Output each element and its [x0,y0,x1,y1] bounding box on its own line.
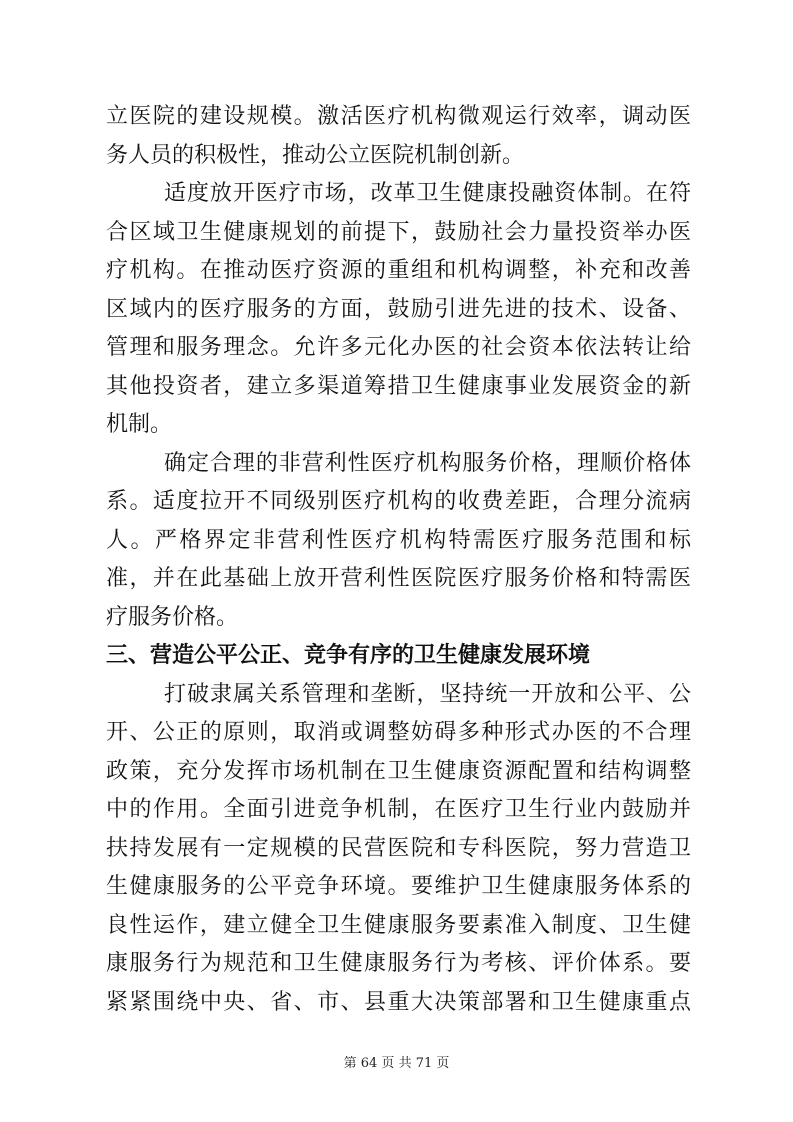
text-line: 康服务行为规范和卫生健康服务行为考核、评价体系。要 [106,951,691,976]
text-line: 良性运作，建立健全卫生健康服务要素准入制度、卫生健 [106,912,691,938]
text-line: 机制。 [106,412,173,437]
page-number-footer: 第 64 页 共 71 页 [343,1056,450,1071]
text-line: 管理和服务理念。允许多元化办医的社会资本依法转让给 [106,335,691,360]
text-line: 人。严格界定非营利性医疗机构特需医疗服务范围和标 [106,527,691,553]
text-line: 系。适度拉开不同级别医疗机构的收费差距，合理分流病 [106,489,691,514]
section-heading: 三、营造公平公正、竞争有序的卫生健康发展环境 [106,643,591,668]
body-text [106,98,691,1022]
text-line: 扶持发展有一定规模的民营医院和专科医院，努力营造卫 [106,835,691,861]
text-line: 其他投资者，建立多渠道筹措卫生健康事业发展资金的新 [106,373,691,399]
text-line: 适度放开医疗市场，改革卫生健康投融资体制。在符 [164,181,691,206]
text-line: 中的作用。全面引进竞争机制，在医疗卫生行业内鼓励并 [106,797,691,822]
text-line: 紧紧围绕中央、省、市、县重大决策部署和卫生健康重点 [106,989,691,1015]
text-line: 确定合理的非营利性医疗机构服务价格，理顺价格体 [164,450,691,476]
text-line: 区域内的医疗服务的方面，鼓励引进先进的技术、设备、 [106,296,691,322]
text-line: 合区域卫生健康规划的前提下，鼓励社会力量投资举办医 [106,219,691,245]
text-line: 打破隶属关系管理和垄断，坚持统一开放和公平、公 [164,681,691,707]
text-line: 准，并在此基础上放开营利性医院医疗服务价格和特需医 [106,566,691,591]
text-line: 立医院的建设规模。激活医疗机构微观运行效率，调动医 [106,104,691,129]
text-line: 政策，充分发挥市场机制在卫生健康资源配置和结构调整 [106,758,691,784]
text-line: 生健康服务的公平竞争环境。要维护卫生健康服务体系的 [106,874,691,899]
text-line: 开、公正的原则，取消或调整妨碍多种形式办医的不合理 [106,720,691,745]
text-line: 疗机构。在推动医疗资源的重组和机构调整，补充和改善 [106,258,691,283]
text-line: 务人员的积极性，推动公立医院机制创新。 [106,142,525,168]
text-line: 疗服务价格。 [106,604,239,630]
